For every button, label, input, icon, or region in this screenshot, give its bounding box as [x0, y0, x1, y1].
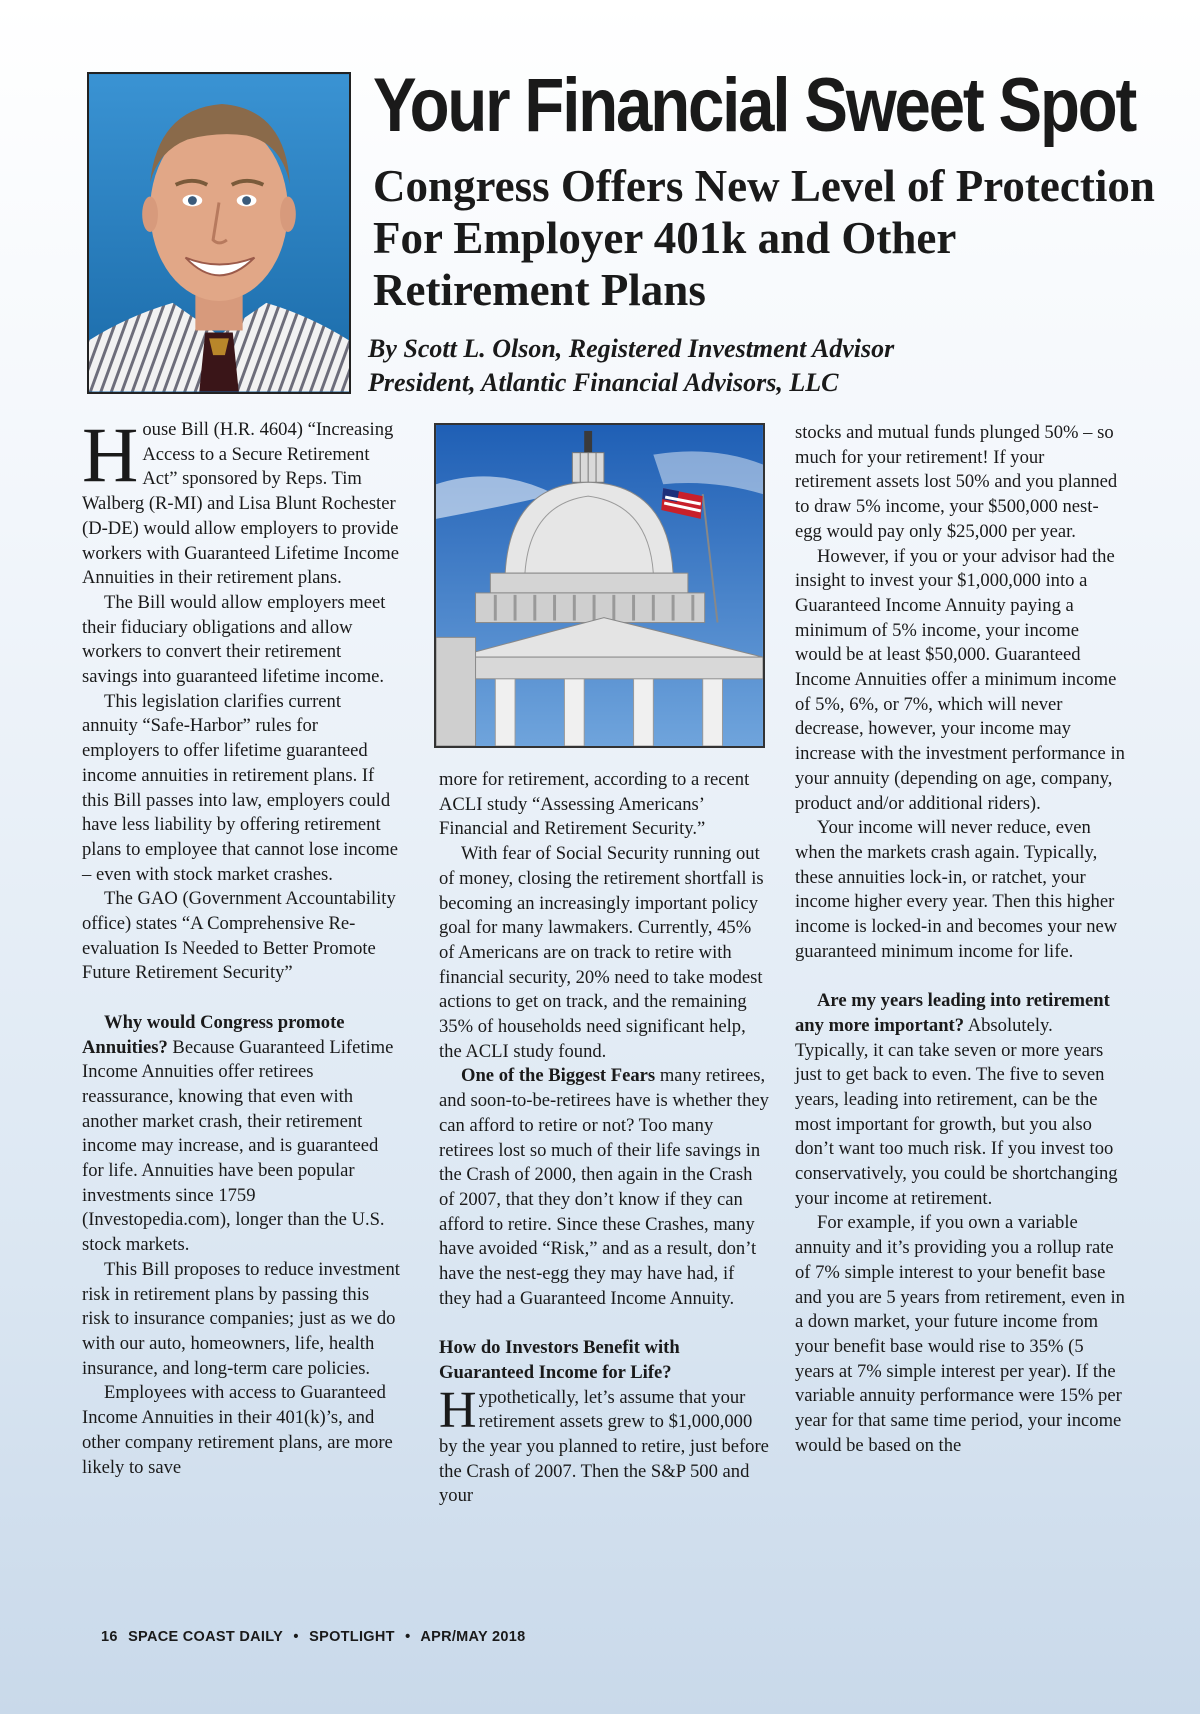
publication-name: SPACE COAST DAILY — [128, 1629, 284, 1645]
paragraph: This Bill proposes to reduce investment risk in retirement plans by passing this risk to insurance companies; just as we do with our auto, homeowners, life, health insurance, and long-term care policies. — [82, 1258, 400, 1379]
article-subtitle: Congress Offers New Level of Protection For Employer 401k and Other Retirement Plans — [373, 161, 1155, 315]
column-3 — [795, 421, 1125, 1459]
paragraph: For example, if you own a variable annuity and it’s providing you a rollup rate of 7% simple interest to your benefit base and you are 5 years from retirement, even in a down market, your future income from your benefit base would rise to 35% (5 years at 7% simple interest per year). If the variable annuity performance were 15% per year for that same time period, your income would be based on the — [795, 1212, 1125, 1456]
section-name: SPOTLIGHT — [309, 1629, 395, 1645]
paragraph: more for retirement, according to a recent ACLI study “Assessing Americans’ Financial and Retirement Security.” — [439, 769, 750, 840]
article-title: Your Financial Sweet Spot — [373, 63, 1136, 148]
author-photo — [87, 72, 351, 394]
separator-bullet: • — [405, 1629, 411, 1645]
paragraph: Are my years leading into retirement any more important? Absolutely. Typically, it can take seven or more years just to get back to even. The five to seven years, leading into retirement, can be the most important for growth, but you also don’t want too much risk. If you invest too conservatively, you could be shortchanging your income at retirement. — [795, 990, 1118, 1209]
paragraph: One of the Biggest Fears many retirees, and soon-to-be-retirees have is whether they can afford to retire or not? Too many retirees lost so much of their life savings in the Crash of 2000, then again in the Crash of 2007, that they don’t know if they can afford to retire. Since these Crashes, many have avoided “Risk,” and as a result, don’t have the nest-egg they may have had, if they had a Guaranteed Income Annuity. — [439, 1065, 769, 1309]
paragraph: House Bill (H.R. 4604) “Increasing Access to a Secure Retirement Act” sponsored by Reps. Tim Walberg (R-MI) and Lisa Blunt Rochester (D-DE) would allow employers to provide workers with Guaranteed Lifetime Income Annuities in their retirement plans. — [82, 411, 400, 589]
byline-title: President, Atlantic Financial Advisors, LLC — [368, 368, 839, 397]
page-number: 16 — [101, 1629, 118, 1645]
paragraph: Employees with access to Guaranteed Income Annuities in their 401(k)’s, and other company retirement plans, are more likely to save — [82, 1382, 393, 1478]
paragraph: The GAO (Government Accountability office) states “A Comprehensive Re-evaluation Is Needed to Better Promote Future Retirement Security” — [82, 888, 396, 984]
issue-date: APR/MAY 2018 — [420, 1629, 526, 1645]
paragraph: Why would Congress promote Annuities? Because Guaranteed Lifetime Income Annuities offer retirees reassurance, knowing that even with another market crash, their retirement income may increase, and is guaranteed for life. Annuities have been popular investments since 1759 (Investopedia.com), longer than the U.S. stock markets. — [82, 1011, 394, 1256]
byline — [368, 332, 1168, 400]
page-footer — [101, 1629, 532, 1645]
paragraph: With fear of Social Security running out of money, closing the retirement shortfall is becoming an increasingly important policy goal for many lawmakers. Currently, 45% of Americans are on track to retire with financial security, 20% need to take modest actions to get on track, and the remaining 35% of households need significant help, the ACLI study found. — [439, 843, 764, 1062]
paragraph-lead: Why would Congress promote Annuities? — [82, 1011, 345, 1058]
column-2 — [439, 768, 770, 1509]
paragraph-lead: One of the Biggest Fears — [461, 1065, 656, 1087]
paragraph: Your income will never reduce, even when the markets crash again. Typically, these annuities lock-in, or ratchet, your income higher every year. Then this higher income is locked-in and becomes your new guaranteed minimum income for life. — [795, 817, 1118, 962]
drop-cap: H — [439, 1381, 477, 1439]
paragraph: Hypothetically, let’s assume that your retirement assets grew to $1,000,000 by the year you planned to retire, just before the Crash of 2007. Then the S&P 500 and your — [439, 1381, 769, 1507]
paragraph: stocks and mutual funds plunged 50% – so much for your retirement! If your retirement assets lost 50% and you planned to draw 5% income, your $500,000 nest-egg would pay only $25,000 per year. — [795, 422, 1118, 542]
separator-bullet: • — [293, 1629, 299, 1645]
drop-cap: H — [82, 411, 139, 498]
capitol-building-photo — [434, 423, 765, 748]
column-1 — [82, 411, 400, 1480]
paragraph: This legislation clarifies current annuity “Safe-Harbor” rules for employers to offer lifetime guaranteed income annuities in retirement plans. If this Bill passes into law, employers could have less liability by offering retirement plans to employee that cannot lose income – even with stock market crashes. — [82, 690, 399, 885]
byline-author: By Scott L. Olson, Registered Investment Advisor — [368, 334, 895, 363]
paragraph: However, if you or your advisor had the insight to invest your $1,000,000 into a Guaranteed Income Annuity paying a minimum of 5% income, your income would be at least $50,000. Guaranteed Income Annuities offer a minimum income of 5%, 6%, or 7%, which will never decrease, however, your income may increase with the investment performance in your annuity (depending on age, company, product and/or additional riders). — [795, 545, 1125, 814]
paragraph-lead: Are my years leading into retirement any more important? — [795, 990, 1110, 1036]
section-heading: How do Investors Benefit with Guaranteed Income for Life? — [439, 1337, 680, 1383]
paragraph: The Bill would allow employers meet their fiduciary obligations and allow workers to convert their retirement savings into guaranteed lifetime income. — [82, 591, 386, 688]
